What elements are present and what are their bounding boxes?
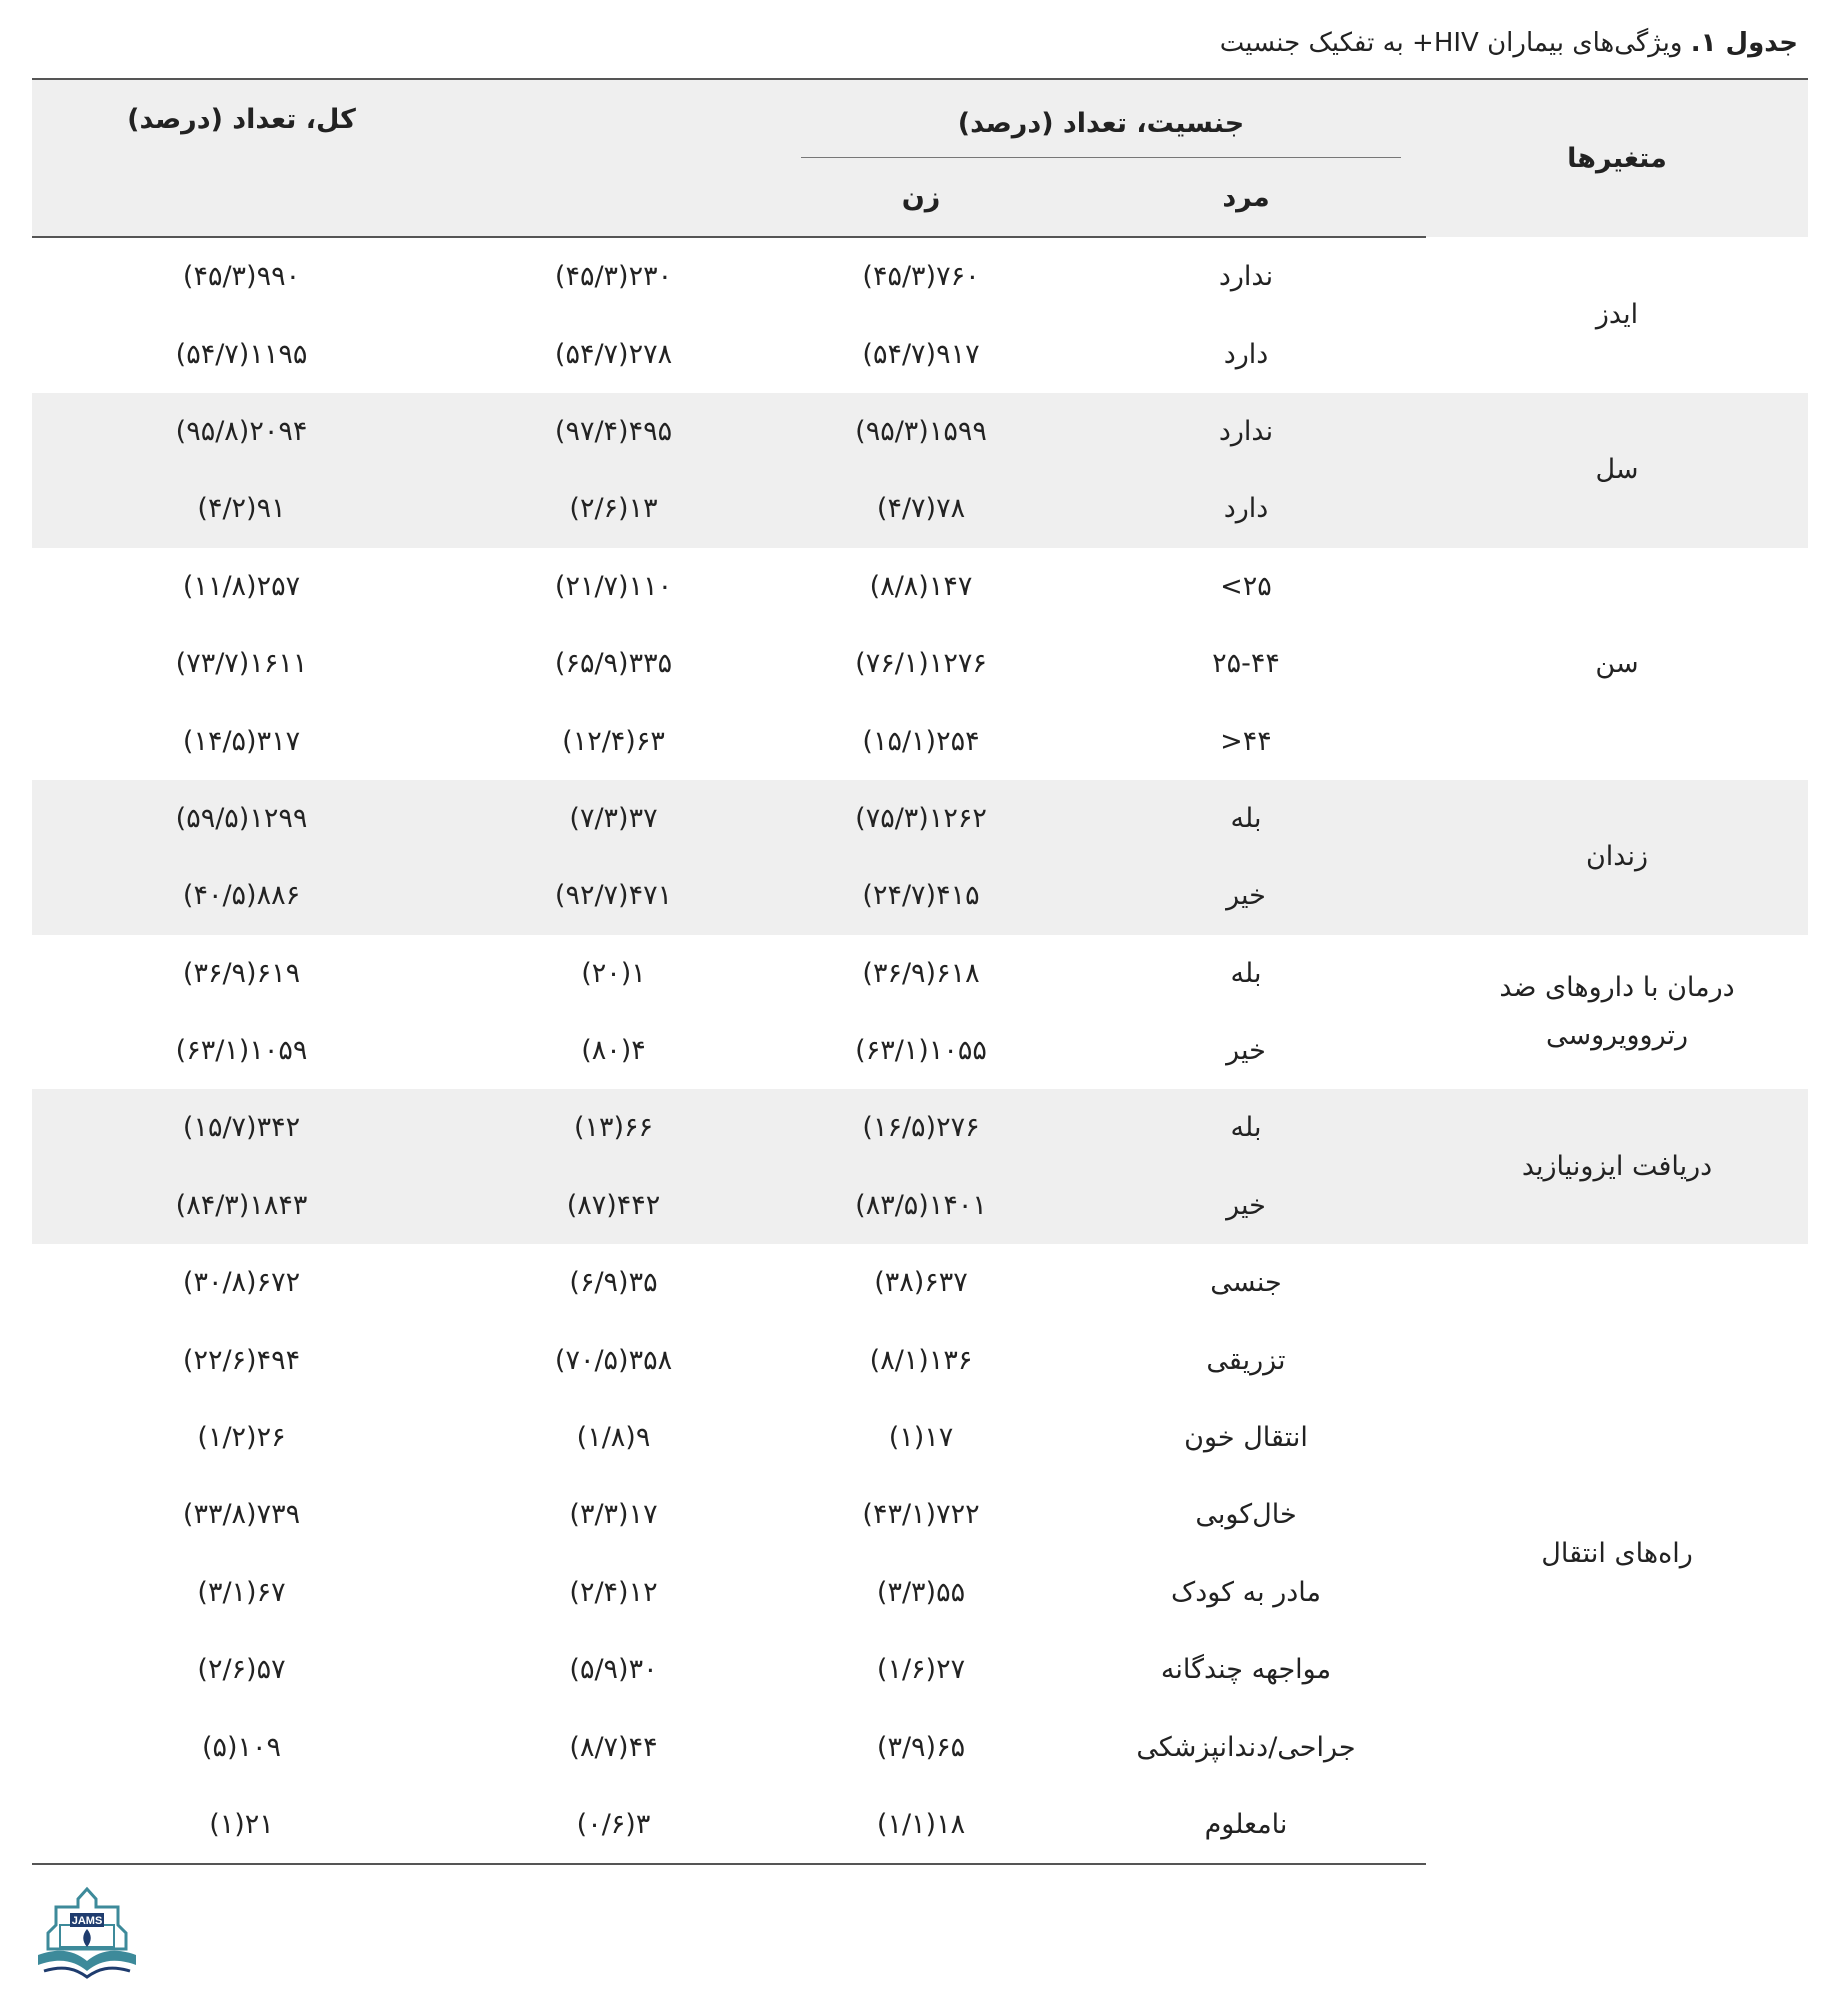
variable-cell: راه‌های انتقال xyxy=(1541,1538,1693,1570)
male-cell: ۲۷۶(۱۶/۵) xyxy=(776,1089,1066,1166)
header-male: مرد xyxy=(1066,158,1426,237)
total-cell: ۶۷(۳/۱) xyxy=(197,1576,286,1608)
female-cell: ۴۴(۸/۷) xyxy=(569,1731,658,1763)
total-cell: ۳۱۷(۱۴/۵) xyxy=(182,725,301,757)
male-cell: ۴۱۵(۲۴/۷) xyxy=(776,857,1066,934)
male-cell: ۱۷(۱) xyxy=(888,1422,954,1454)
table-body xyxy=(32,237,1808,1864)
male-cell: ۱۰۵۵(۶۳/۱) xyxy=(855,1035,987,1067)
total-cell: ۱۰۹(۵) xyxy=(201,1731,282,1763)
male-cell: ۱۵۹۹(۹۵/۳) xyxy=(776,393,1066,470)
female-cell: ۳۵(۶/۹) xyxy=(569,1267,658,1299)
category-cell: خیر xyxy=(1066,1167,1426,1244)
male-cell: ۱۳۶(۸/۱) xyxy=(869,1344,973,1376)
variable-cell: سن xyxy=(1595,647,1639,679)
category-cell: تزریقی xyxy=(1206,1344,1286,1376)
category-cell: بله xyxy=(1066,780,1426,857)
male-cell: ۷۲۲(۴۳/۱) xyxy=(862,1499,980,1531)
category-cell: ۲۵-۴۴ xyxy=(1212,648,1280,680)
category-cell: بله xyxy=(1066,1089,1426,1166)
female-cell: ۴۷۱(۹۲/۷) xyxy=(451,857,776,934)
total-cell: ۳۴۲(۱۵/۷) xyxy=(32,1089,451,1166)
male-cell: ۱۲۶۲(۷۵/۳) xyxy=(776,780,1066,857)
total-cell: ۷۳۹(۳۳/۸) xyxy=(182,1499,301,1531)
category-cell: جراحی/دندانپزشکی xyxy=(1136,1731,1356,1763)
total-cell: ۲۱(۱) xyxy=(32,1786,451,1864)
total-cell: ۹۱(۴/۲) xyxy=(32,470,451,547)
total-cell: ۵۷(۲/۶) xyxy=(197,1654,286,1686)
table-row xyxy=(32,1244,1808,1321)
category-cell: ۲۵> xyxy=(1220,570,1272,602)
category-cell: مادر به کودک xyxy=(1171,1576,1321,1608)
logo-text: JAMS xyxy=(71,1915,103,1927)
header-gender-group xyxy=(776,79,1426,158)
female-cell: ۳(۰/۶) xyxy=(451,1786,776,1864)
total-cell: ۶۷۲(۳۰/۸) xyxy=(182,1267,301,1299)
total-cell: ۴۹۴(۲۲/۶) xyxy=(182,1344,301,1376)
table-caption-number: جدول ۱. xyxy=(1690,28,1798,58)
total-cell: ۱۲۹۹(۵۹/۵) xyxy=(32,780,451,857)
total-cell: ۹۹۰(۴۵/۳) xyxy=(182,261,301,293)
table-row xyxy=(32,1089,1808,1166)
table-row xyxy=(32,935,1808,1012)
category-cell: دارد xyxy=(1223,338,1269,370)
table-row xyxy=(32,780,1808,857)
category-cell: ندارد xyxy=(1218,261,1274,293)
table-caption-title: ویژگی‌های بیماران HIV+ به تفکیک جنسیت xyxy=(1219,28,1691,58)
header-female: زن xyxy=(776,158,1066,237)
male-cell: ۱۴۷(۸/۸) xyxy=(869,570,973,602)
header-gender-group-label: جنسیت، تعداد (درصد) xyxy=(801,108,1401,158)
female-cell: ۳۰(۵/۹) xyxy=(569,1654,658,1686)
total-cell: ۲۶(۱/۲) xyxy=(197,1422,286,1454)
table-row xyxy=(32,393,1808,470)
total-cell: ۱۱۹۵(۵۴/۷) xyxy=(175,338,308,370)
category-cell: دارد xyxy=(1066,470,1426,547)
male-cell: ۶۵(۳/۹) xyxy=(876,1731,966,1763)
category-cell: نامعلوم xyxy=(1066,1786,1426,1864)
category-cell: خیر xyxy=(1226,1035,1266,1067)
female-cell: ۴۴۲(۸۷) xyxy=(451,1167,776,1244)
female-cell: ۳۵۸(۷۰/۵) xyxy=(554,1344,673,1376)
jams-logo-icon xyxy=(30,1885,145,1985)
variable-cell: درمان با داروهای ضد رتروویروسی xyxy=(1499,971,1735,1051)
header-total: کل، تعداد (درصد) xyxy=(32,79,451,158)
female-cell: ۳۳۵(۶۵/۹) xyxy=(554,648,673,680)
female-cell: ۱۱۰(۲۱/۷) xyxy=(554,570,673,602)
male-cell: ۶۳۷(۳۸) xyxy=(874,1267,968,1299)
variable-cell: دریافت ایزونیازید xyxy=(1426,1089,1808,1244)
category-cell: ندارد xyxy=(1066,393,1426,470)
male-cell: ۲۷(۱/۶) xyxy=(876,1654,966,1686)
female-cell: ۱(۲۰) xyxy=(581,957,646,989)
category-cell: خیر xyxy=(1066,857,1426,934)
female-cell: ۶۳(۱۲/۴) xyxy=(562,725,665,757)
total-cell: ۱۶۱۱(۷۳/۷) xyxy=(175,648,308,680)
female-cell: ۴(۸۰) xyxy=(581,1035,646,1067)
female-cell: ۱۲(۲/۴) xyxy=(569,1576,658,1608)
category-cell: جنسی xyxy=(1210,1267,1282,1299)
variable-cell: زندان xyxy=(1426,780,1808,935)
total-cell: ۱۸۴۳(۸۴/۳) xyxy=(32,1167,451,1244)
variable-cell: سل xyxy=(1426,393,1808,548)
male-cell: ۹۱۷(۵۴/۷) xyxy=(862,338,980,370)
female-cell: ۹(۱/۸) xyxy=(576,1422,651,1454)
table-row xyxy=(32,548,1808,625)
total-cell: ۱۰۵۹(۶۳/۱) xyxy=(175,1035,308,1067)
header-variables: متغیرها xyxy=(1426,79,1808,237)
category-cell: ۴۴< xyxy=(1220,725,1272,757)
category-cell: مواجهه چندگانه xyxy=(1160,1654,1332,1686)
female-cell: ۲۳۰(۴۵/۳) xyxy=(554,261,673,293)
journal-logo xyxy=(30,1885,145,1985)
female-cell: ۶۶(۱۳) xyxy=(451,1089,776,1166)
female-cell: ۱۷(۳/۳) xyxy=(569,1499,658,1531)
category-cell: انتقال خون xyxy=(1184,1422,1308,1454)
female-cell: ۱۳(۲/۶) xyxy=(451,470,776,547)
table-caption xyxy=(398,26,1798,60)
male-cell: ۷۶۰(۴۵/۳) xyxy=(862,261,980,293)
characteristics-table xyxy=(32,78,1808,1865)
table-row xyxy=(32,237,1808,315)
male-cell: ۱۸(۱/۱) xyxy=(776,1786,1066,1864)
variable-cell: ایدز xyxy=(1595,298,1639,330)
female-cell: ۴۹۵(۹۷/۴) xyxy=(451,393,776,470)
male-cell: ۱۴۰۱(۸۳/۵) xyxy=(776,1167,1066,1244)
male-cell: ۶۱۸(۳۶/۹) xyxy=(862,957,980,989)
category-cell: بله xyxy=(1230,957,1262,989)
total-cell: ۲۵۷(۱۱/۸) xyxy=(182,570,301,602)
male-cell: ۵۵(۳/۳) xyxy=(876,1576,966,1608)
male-cell: ۱۲۷۶(۷۶/۱) xyxy=(855,648,987,680)
total-cell: ۸۸۶(۴۰/۵) xyxy=(32,857,451,934)
female-cell: ۲۷۸(۵۴/۷) xyxy=(554,338,673,370)
female-cell: ۳۷(۷/۳) xyxy=(451,780,776,857)
male-cell: ۲۵۴(۱۵/۱) xyxy=(862,725,980,757)
total-cell: ۶۱۹(۳۶/۹) xyxy=(182,957,301,989)
category-cell: خال‌کوبی xyxy=(1195,1499,1297,1531)
male-cell: ۷۸(۴/۷) xyxy=(776,470,1066,547)
total-cell: ۲۰۹۴(۹۵/۸) xyxy=(32,393,451,470)
